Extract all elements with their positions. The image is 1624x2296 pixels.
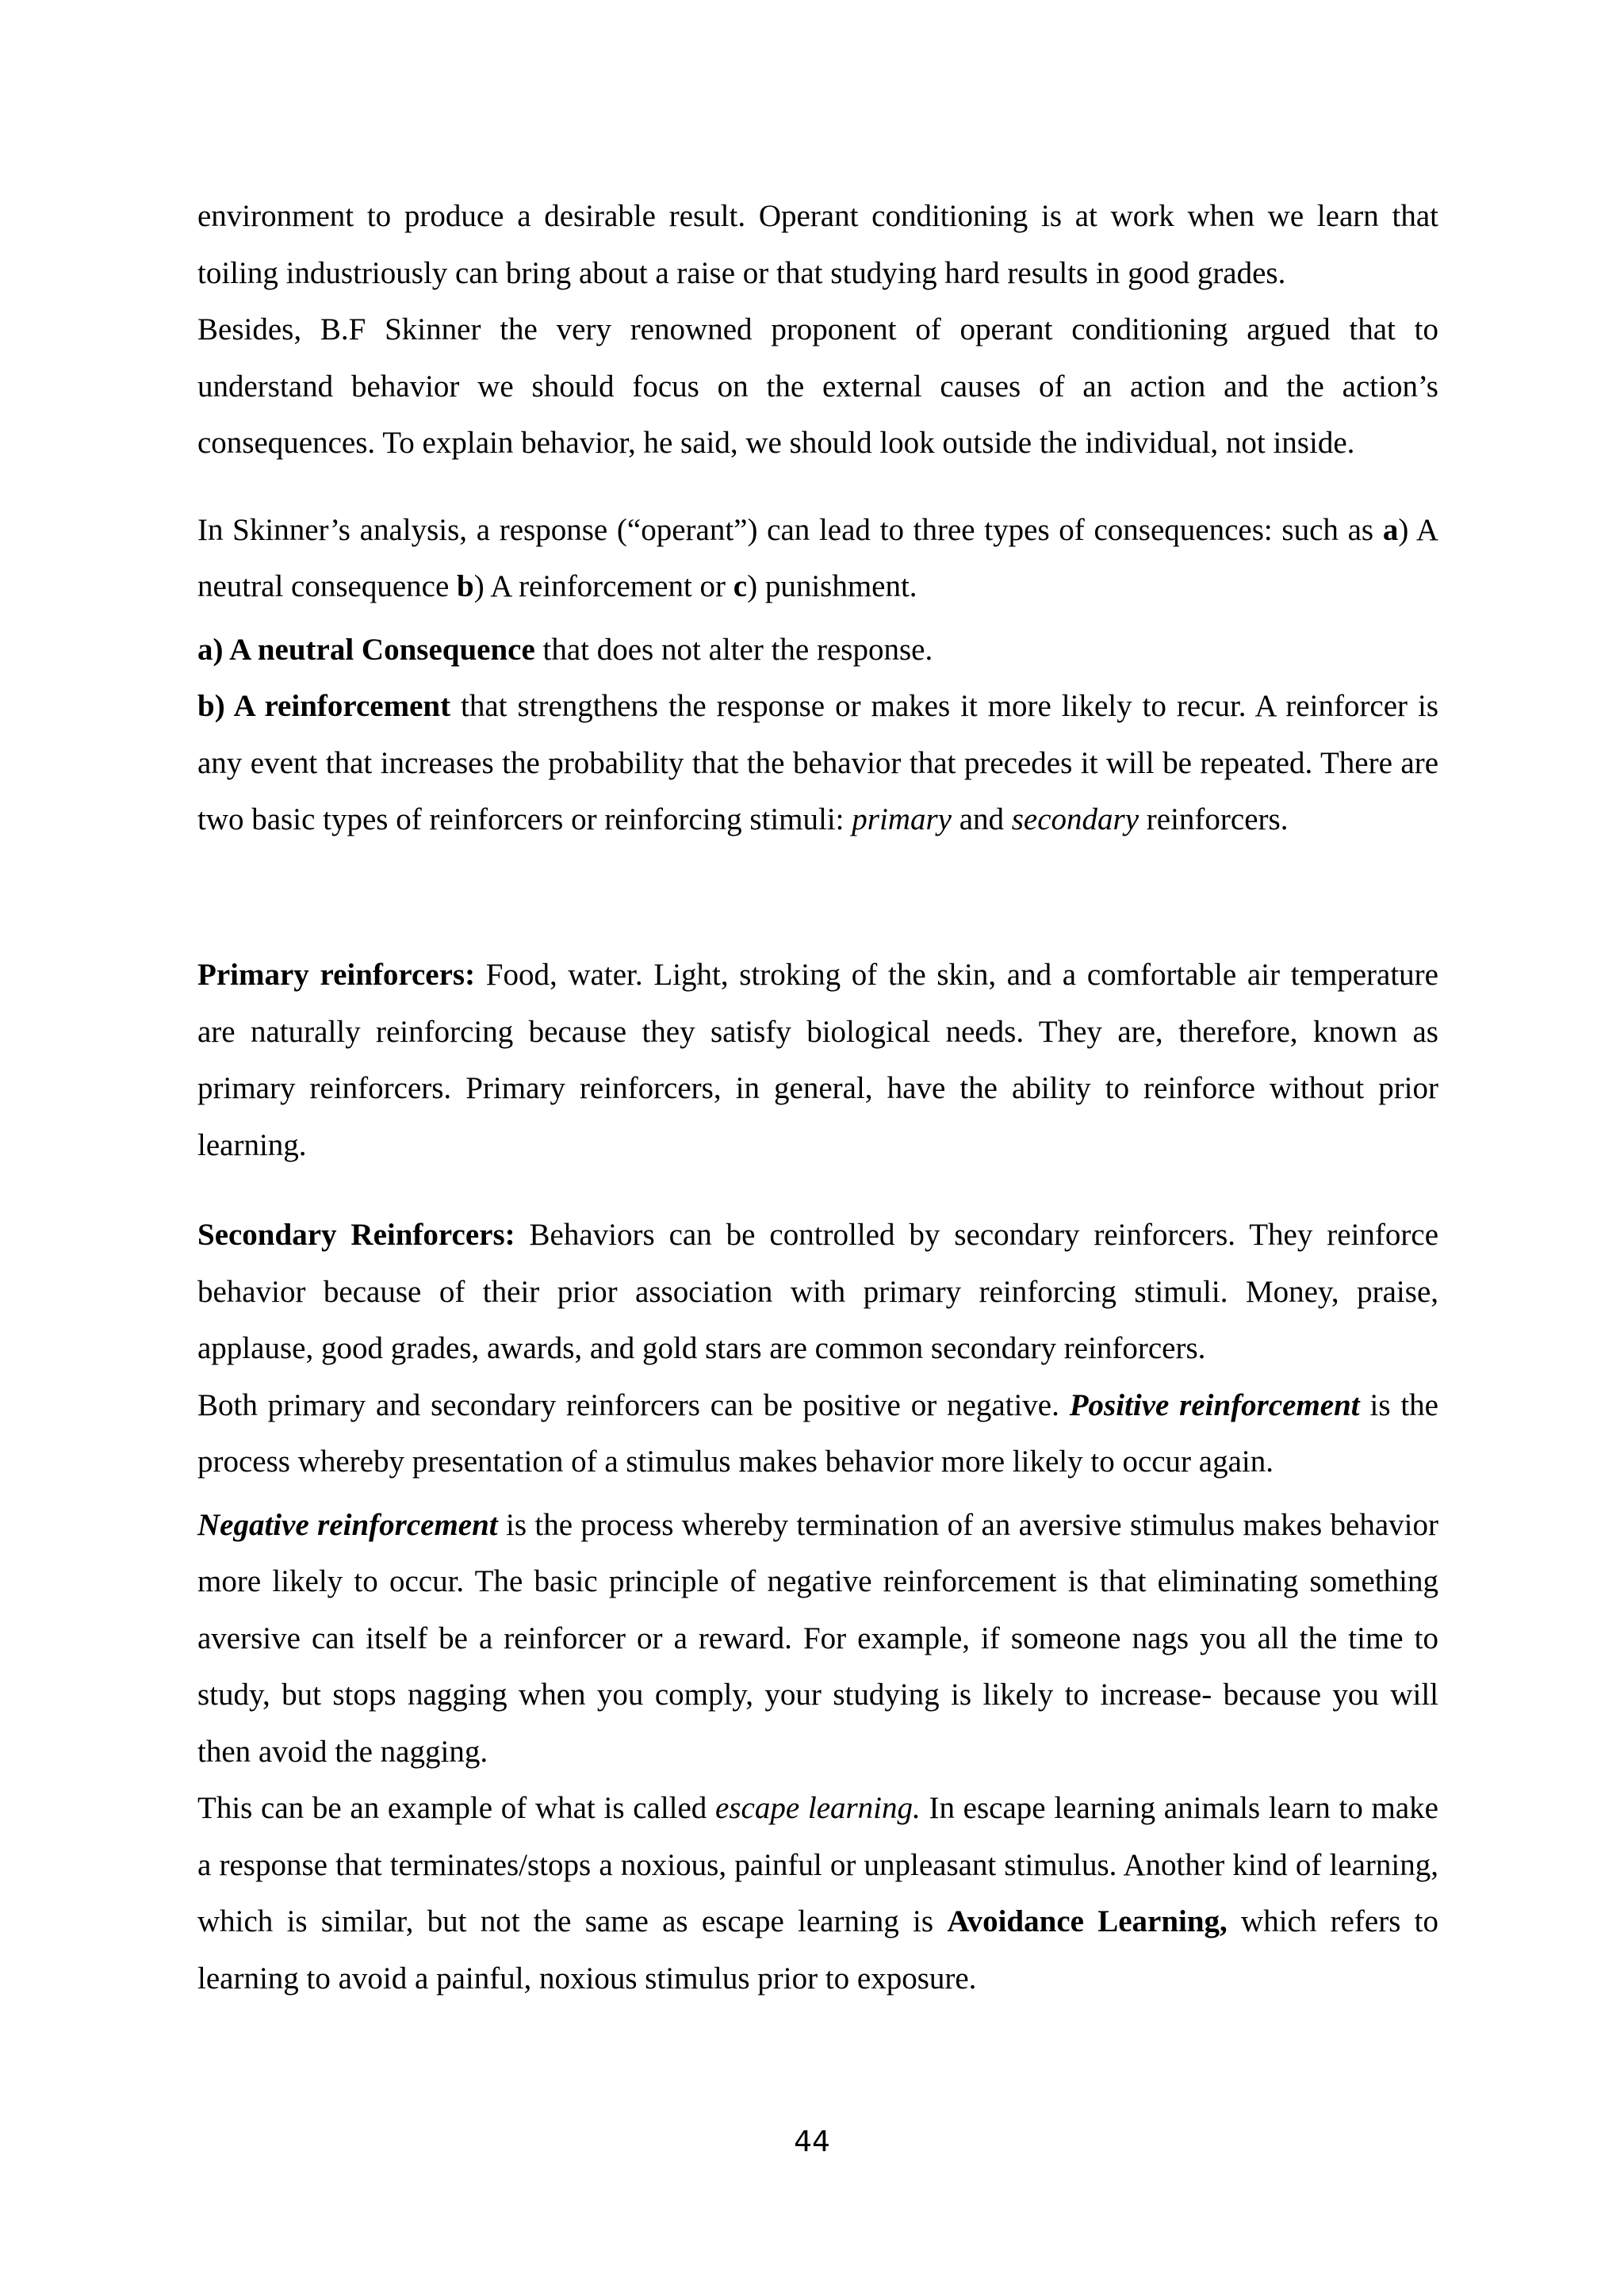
text-run: In Skinner’s analysis, a response (“operant”) can lead to three types of consequences: such as — [197, 512, 1383, 547]
text-run: and — [951, 802, 1012, 836]
paragraph-p5 — [197, 678, 1438, 848]
text-run: Behaviors can be controlled by secondary reinforcers. They reinforce behavior because of their prior association with primary reinforcing stimuli. Money, praise, applause, good grades, awards, and gold stars are common secondary reinforcers. — [197, 1218, 1439, 1365]
text-run: This can be an example of what is called — [197, 1791, 716, 1825]
paragraph-p7 — [197, 1207, 1438, 1377]
text-run-bold: Secondary Reinforcers: — [197, 1218, 515, 1252]
text-run-bold: a) A neutral Consequence — [197, 632, 535, 667]
paragraph-p10 — [197, 1780, 1438, 2007]
page-number: 44 — [794, 2126, 830, 2158]
text-run-bold-italic: Negative reinforcement — [197, 1507, 498, 1542]
paragraph-p4 — [197, 622, 1438, 679]
text-run: that does not alter the response. — [534, 632, 933, 667]
text-run: ) A neutral consequence — [197, 512, 1439, 603]
text-run-bold: b) A reinforcement — [197, 689, 451, 723]
text-run-bold: a — [1382, 512, 1399, 547]
text-run: which refers to learning to avoid a painful, noxious stimulus prior to exposure. — [197, 1904, 1438, 1996]
text-run: Food, water. Light, stroking of the skin, and a comfortable air temperature are naturally reinforcing because they satisfy biological needs. They are, therefore, known as primary reinforcers. Primary reinforcers, in general, have the ability to reinforce without prior learning. — [197, 958, 1438, 1162]
body-text-primary — [197, 947, 1438, 1173]
text-run-italic: escape learning. — [715, 1791, 921, 1825]
text-run: reinforcers. — [1139, 802, 1289, 836]
text-run: is the process whereby presentation of a stimulus makes behavior more likely to occur again. — [197, 1387, 1438, 1479]
text-run: Both primary and secondary reinforcers can be positive or negative. — [197, 1387, 1070, 1422]
body-text-upper — [197, 188, 1438, 848]
paragraph-p1 — [197, 188, 1438, 301]
text-run-bold: c — [733, 569, 748, 603]
text-run: Besides, B.F Skinner the very renowned proponent of operant conditioning argued that to understand behavior we should focus on the external causes of an action and the action’s consequences. To explain behavior, he said, we should look outside the individual, not inside. — [197, 312, 1438, 460]
paragraph-p8 — [197, 1377, 1438, 1490]
text-run: ) A reinforcement or — [473, 569, 733, 603]
text-run-italic: secondary — [1011, 802, 1139, 836]
text-run: environment to produce a desirable result. Operant conditioning is at work when we learn that toiling industriously can bring about a raise or that studying hard results in good grades. — [197, 199, 1438, 290]
paragraph-p2 — [197, 301, 1438, 472]
text-run-bold: Primary reinforcers: — [197, 958, 476, 992]
text-run-bold: b — [457, 569, 474, 603]
paragraph-p9 — [197, 1497, 1438, 1781]
text-run-bold-italic: Positive reinforcement — [1069, 1387, 1360, 1422]
paragraph-p6 — [197, 947, 1438, 1173]
text-run-bold: Avoidance Learning, — [947, 1904, 1228, 1938]
text-run: In escape learning animals learn to make a response that terminates/stops a noxious, painful or unpleasant stimulus. Another kind of learning, which is similar, but not the same as escape learning is — [197, 1791, 1438, 1938]
paragraph-p3 — [197, 502, 1438, 615]
text-run: ) punishment. — [747, 569, 917, 603]
body-text-lower — [197, 1207, 1438, 2007]
text-run: is the process whereby termination of an aversive stimulus makes behavior more likely to occur. The basic principle of negative reinforcement is that eliminating something aversive can itself be a reinforcer or a reward. For example, if someone nags you all the time to study, but stops nagging when you comply, your studying is likely to increase- because you will then avoid the nagging. — [197, 1507, 1438, 1769]
text-run: that strengthens the response or makes it more likely to recur. A reinforcer is any event that increases the probability that the behavior that precedes it will be repeated. There are two basic types of reinforcers or reinforcing stimuli: — [197, 689, 1438, 836]
text-run-italic: primary — [852, 802, 952, 836]
